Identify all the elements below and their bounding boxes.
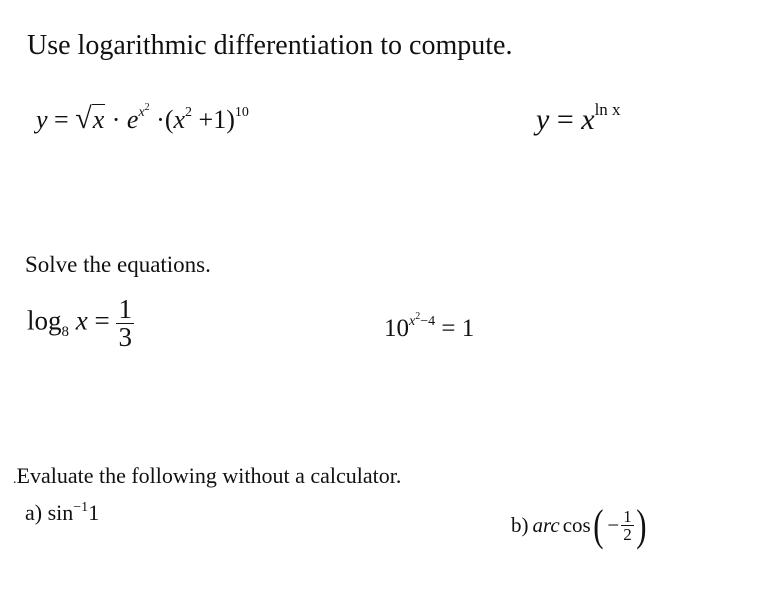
left-paren: ( xyxy=(592,501,604,550)
equation-10-power xyxy=(384,311,475,343)
label-b: b) xyxy=(511,513,529,537)
equals-one: = 1 xyxy=(435,315,475,342)
heading-log-differentiation: Use logarithmic differentiation to compute. xyxy=(27,30,513,61)
right-paren: ) xyxy=(635,501,647,550)
dot-paren: ·( xyxy=(149,105,174,134)
fraction-numerator: 1 xyxy=(623,507,632,526)
problem-a-arcsin xyxy=(25,500,99,526)
label-a: a) xyxy=(25,500,48,525)
cos-function: cos xyxy=(562,513,591,537)
fraction-numerator: 1 xyxy=(118,294,132,324)
log-function: log xyxy=(27,305,62,336)
log-base: 8 xyxy=(61,323,70,340)
e-exponent-exponent: 2 xyxy=(144,102,150,113)
equation-y-sqrt-product xyxy=(36,102,249,136)
e-exponent-base: x xyxy=(138,105,145,120)
outer-exponent: 10 xyxy=(234,105,249,120)
dot-operator: · xyxy=(105,105,127,134)
fraction-denominator: 3 xyxy=(118,322,132,352)
radical-sign: √ xyxy=(75,102,92,135)
arg-one: 1 xyxy=(88,500,100,525)
sqrt-expression xyxy=(75,102,105,136)
x-exponent: 2 xyxy=(185,105,193,120)
plus-one-paren: +1) xyxy=(192,105,235,134)
ln-x-exponent: ln x xyxy=(594,100,621,119)
arc-prefix: arc xyxy=(532,513,560,537)
equation-y-x-power-lnx xyxy=(536,100,621,137)
fraction-denominator: 2 xyxy=(623,525,632,544)
base-ten: 10 xyxy=(384,315,409,342)
var-y: y xyxy=(536,103,550,136)
var-e: e xyxy=(126,105,139,134)
fraction-one-half xyxy=(621,508,634,543)
heading-evaluate xyxy=(13,463,401,489)
var-x: x xyxy=(173,105,186,134)
var-y: y xyxy=(36,105,48,134)
heading-evaluate-text: Evaluate the following without a calculator. xyxy=(16,463,402,488)
inverse-exponent: −1 xyxy=(73,500,89,515)
var-x: x xyxy=(69,305,88,336)
sin-function: sin xyxy=(47,500,74,525)
equation-log8-x xyxy=(27,296,134,351)
equals-sign: = xyxy=(87,305,117,336)
var-x: x xyxy=(581,103,595,136)
heading-solve-equations: Solve the equations. xyxy=(25,252,211,277)
exponent-x-power: 2 xyxy=(415,311,421,322)
problem-b-arccos xyxy=(511,500,648,551)
radicand-x: x xyxy=(92,105,105,134)
exponent-x: x xyxy=(409,314,416,329)
equals-sign: = xyxy=(549,103,582,136)
minus-sign: − xyxy=(607,513,620,537)
equals-sign: = xyxy=(47,105,76,134)
bullet-dot: . xyxy=(13,472,17,487)
exponent-minus-four: −4 xyxy=(420,314,436,329)
fraction-one-third xyxy=(116,296,134,351)
